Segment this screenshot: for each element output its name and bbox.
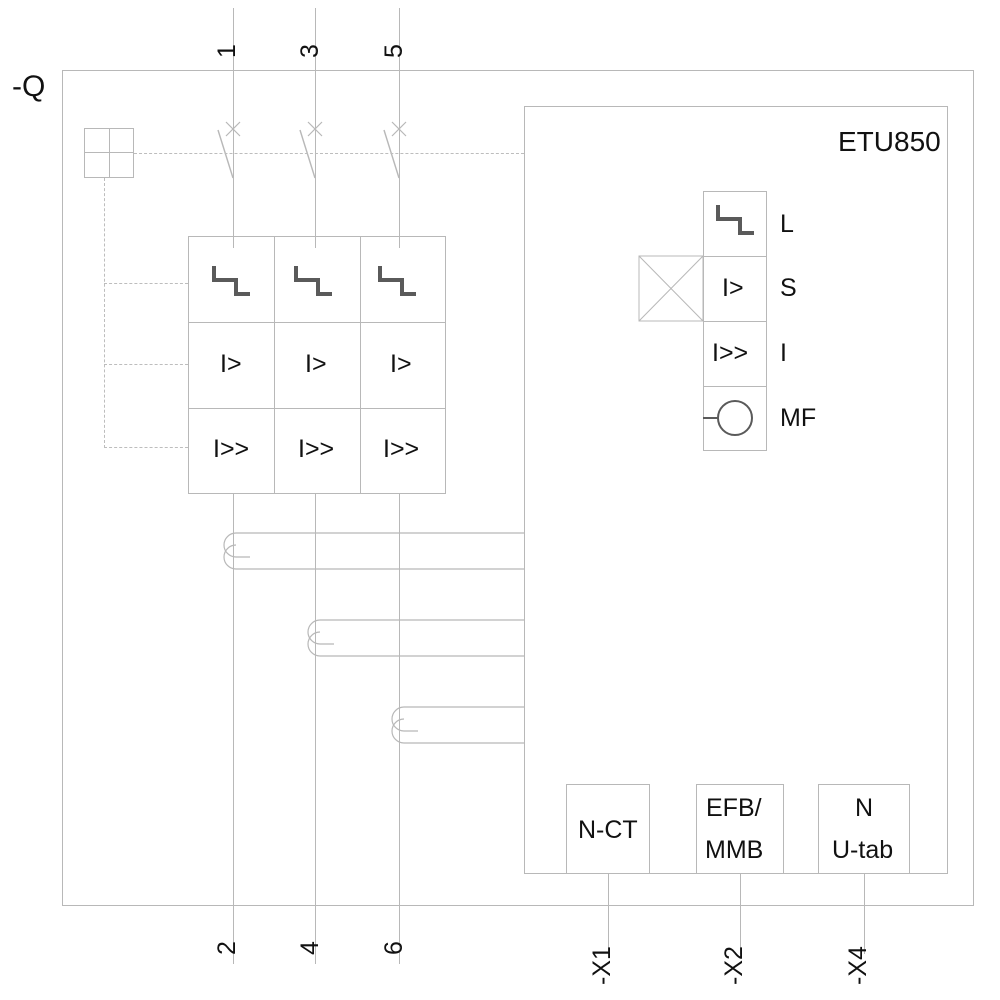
connector-drop-x1 xyxy=(608,874,609,954)
pole-2-short-label: I>> xyxy=(298,435,335,463)
terminal-label-6: 6 xyxy=(380,941,408,955)
terminal-label-1: 1 xyxy=(213,44,241,58)
trip-unit-symbol-s: I> xyxy=(722,274,744,302)
connector-label-utab: U-tab xyxy=(832,836,894,864)
device-tag-label: -Q xyxy=(12,70,46,103)
terminal-label-5: 5 xyxy=(380,44,408,58)
connector-terminal-x1: -X1 xyxy=(588,946,616,985)
connector-label-n-ct: N-CT xyxy=(578,816,638,844)
connector-label-efb: EFB/ xyxy=(706,794,762,822)
terminal-label-2: 2 xyxy=(213,941,241,955)
pole-3-overload-label: I> xyxy=(390,350,412,378)
trip-unit-label-i: I xyxy=(780,339,787,367)
connector-terminal-x4: -X4 xyxy=(844,946,872,985)
trip-unit-symbol-i: I>> xyxy=(712,339,749,367)
pole-1-overload-label: I> xyxy=(220,350,242,378)
pole-2-overload-label: I> xyxy=(305,350,327,378)
etu-module-title: ETU850 xyxy=(838,126,941,157)
connector-drop-x4 xyxy=(864,874,865,954)
terminal-label-4: 4 xyxy=(296,941,324,955)
pole-1-short-label: I>> xyxy=(213,435,250,463)
connector-label-mmb: MMB xyxy=(705,836,764,864)
trip-unit-label-s: S xyxy=(780,274,797,302)
trip-unit-label-mf: MF xyxy=(780,404,817,432)
connector-label-n: N xyxy=(855,794,874,822)
connector-drop-x2 xyxy=(740,874,741,954)
connector-terminal-x2: -X2 xyxy=(720,946,748,985)
trip-unit-label-l: L xyxy=(780,210,794,238)
pole-3-short-label: I>> xyxy=(383,435,420,463)
terminal-label-3: 3 xyxy=(296,44,324,58)
